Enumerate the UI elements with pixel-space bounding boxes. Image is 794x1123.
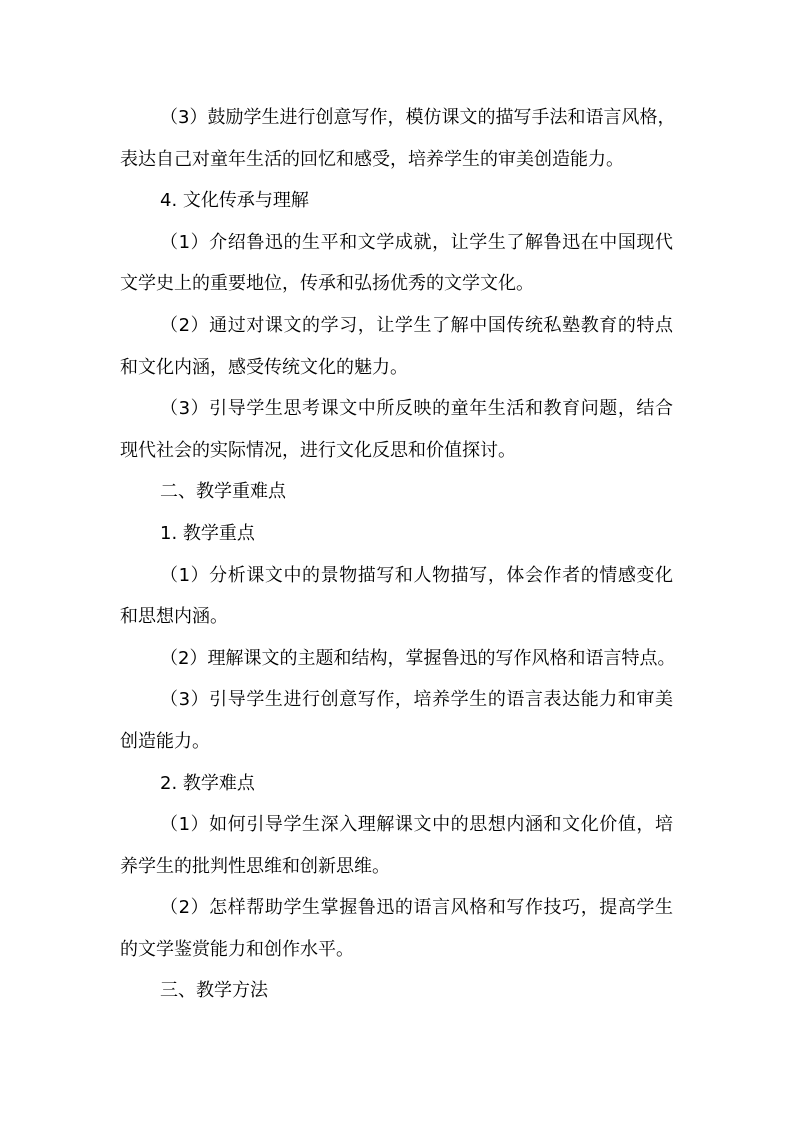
difficult-point-item-1 xyxy=(120,804,673,887)
culture-item-3 xyxy=(120,388,673,471)
key-point-item-1 xyxy=(120,555,673,638)
difficult-point-item-2 xyxy=(120,887,673,970)
document-body xyxy=(120,97,676,1012)
paragraph-line: （2）怎样帮助学生掌握鲁迅的语言风格和写作技巧，提高学生 xyxy=(160,897,673,919)
paragraph-line: （3）鼓励学生进行创意写作，模仿课文的描写手法和语言风格， xyxy=(160,107,676,128)
section-heading-culture: 4. 文化传承与理解 xyxy=(160,190,309,212)
key-point-item-2 xyxy=(120,638,676,680)
paragraph-line: 和文化内涵，感受传统文化的魅力。 xyxy=(120,356,408,378)
section-heading-key-points: 1. 教学重点 xyxy=(160,522,255,544)
key-point-item-3 xyxy=(120,679,673,762)
paragraph-line: （3）引导学生思考课文中所反映的童年生活和教育问题，结合 xyxy=(160,398,673,420)
paragraph-line: 表达自己对童年生活的回忆和感受，培养学生的审美创造能力。 xyxy=(120,148,624,170)
paragraph-line: 现代社会的实际情况，进行文化反思和价值探讨。 xyxy=(120,439,516,461)
culture-item-2 xyxy=(120,305,673,388)
paragraph-line: （2）通过对课文的学习，让学生了解中国传统私塾教育的特点 xyxy=(160,314,673,336)
chapter-heading-methods: 三、教学方法 xyxy=(160,980,268,1002)
paragraph-line: 养学生的批判性思维和创新思维。 xyxy=(120,855,390,877)
culture-item-1 xyxy=(120,222,673,305)
section-heading-difficult-points: 2. 教学难点 xyxy=(160,772,255,794)
paragraph-line: 文学史上的重要地位，传承和弘扬优秀的文学文化。 xyxy=(120,273,534,295)
paragraph-line: 创造能力。 xyxy=(120,730,210,752)
chapter-heading-key-difficult: 二、教学重难点 xyxy=(160,481,286,503)
paragraph-line: （3）引导学生进行创意写作，培养学生的语言表达能力和审美 xyxy=(160,689,673,711)
creative-writing-paragraph xyxy=(120,97,676,180)
paragraph-line: 的文学鉴赏能力和创作水平。 xyxy=(120,938,354,960)
paragraph-line: （1）分析课文中的景物描写和人物描写，体会作者的情感变化 xyxy=(160,564,673,586)
paragraph-line: 和思想内涵。 xyxy=(120,606,228,628)
paragraph-line: （1）如何引导学生深入理解课文中的思想内涵和文化价值，培 xyxy=(160,814,673,836)
paragraph-line: （1）介绍鲁迅的生平和文学成就，让学生了解鲁迅在中国现代 xyxy=(160,231,673,253)
paragraph-line: （2）理解课文的主题和结构，掌握鲁迅的写作风格和语言特点。 xyxy=(160,647,676,669)
